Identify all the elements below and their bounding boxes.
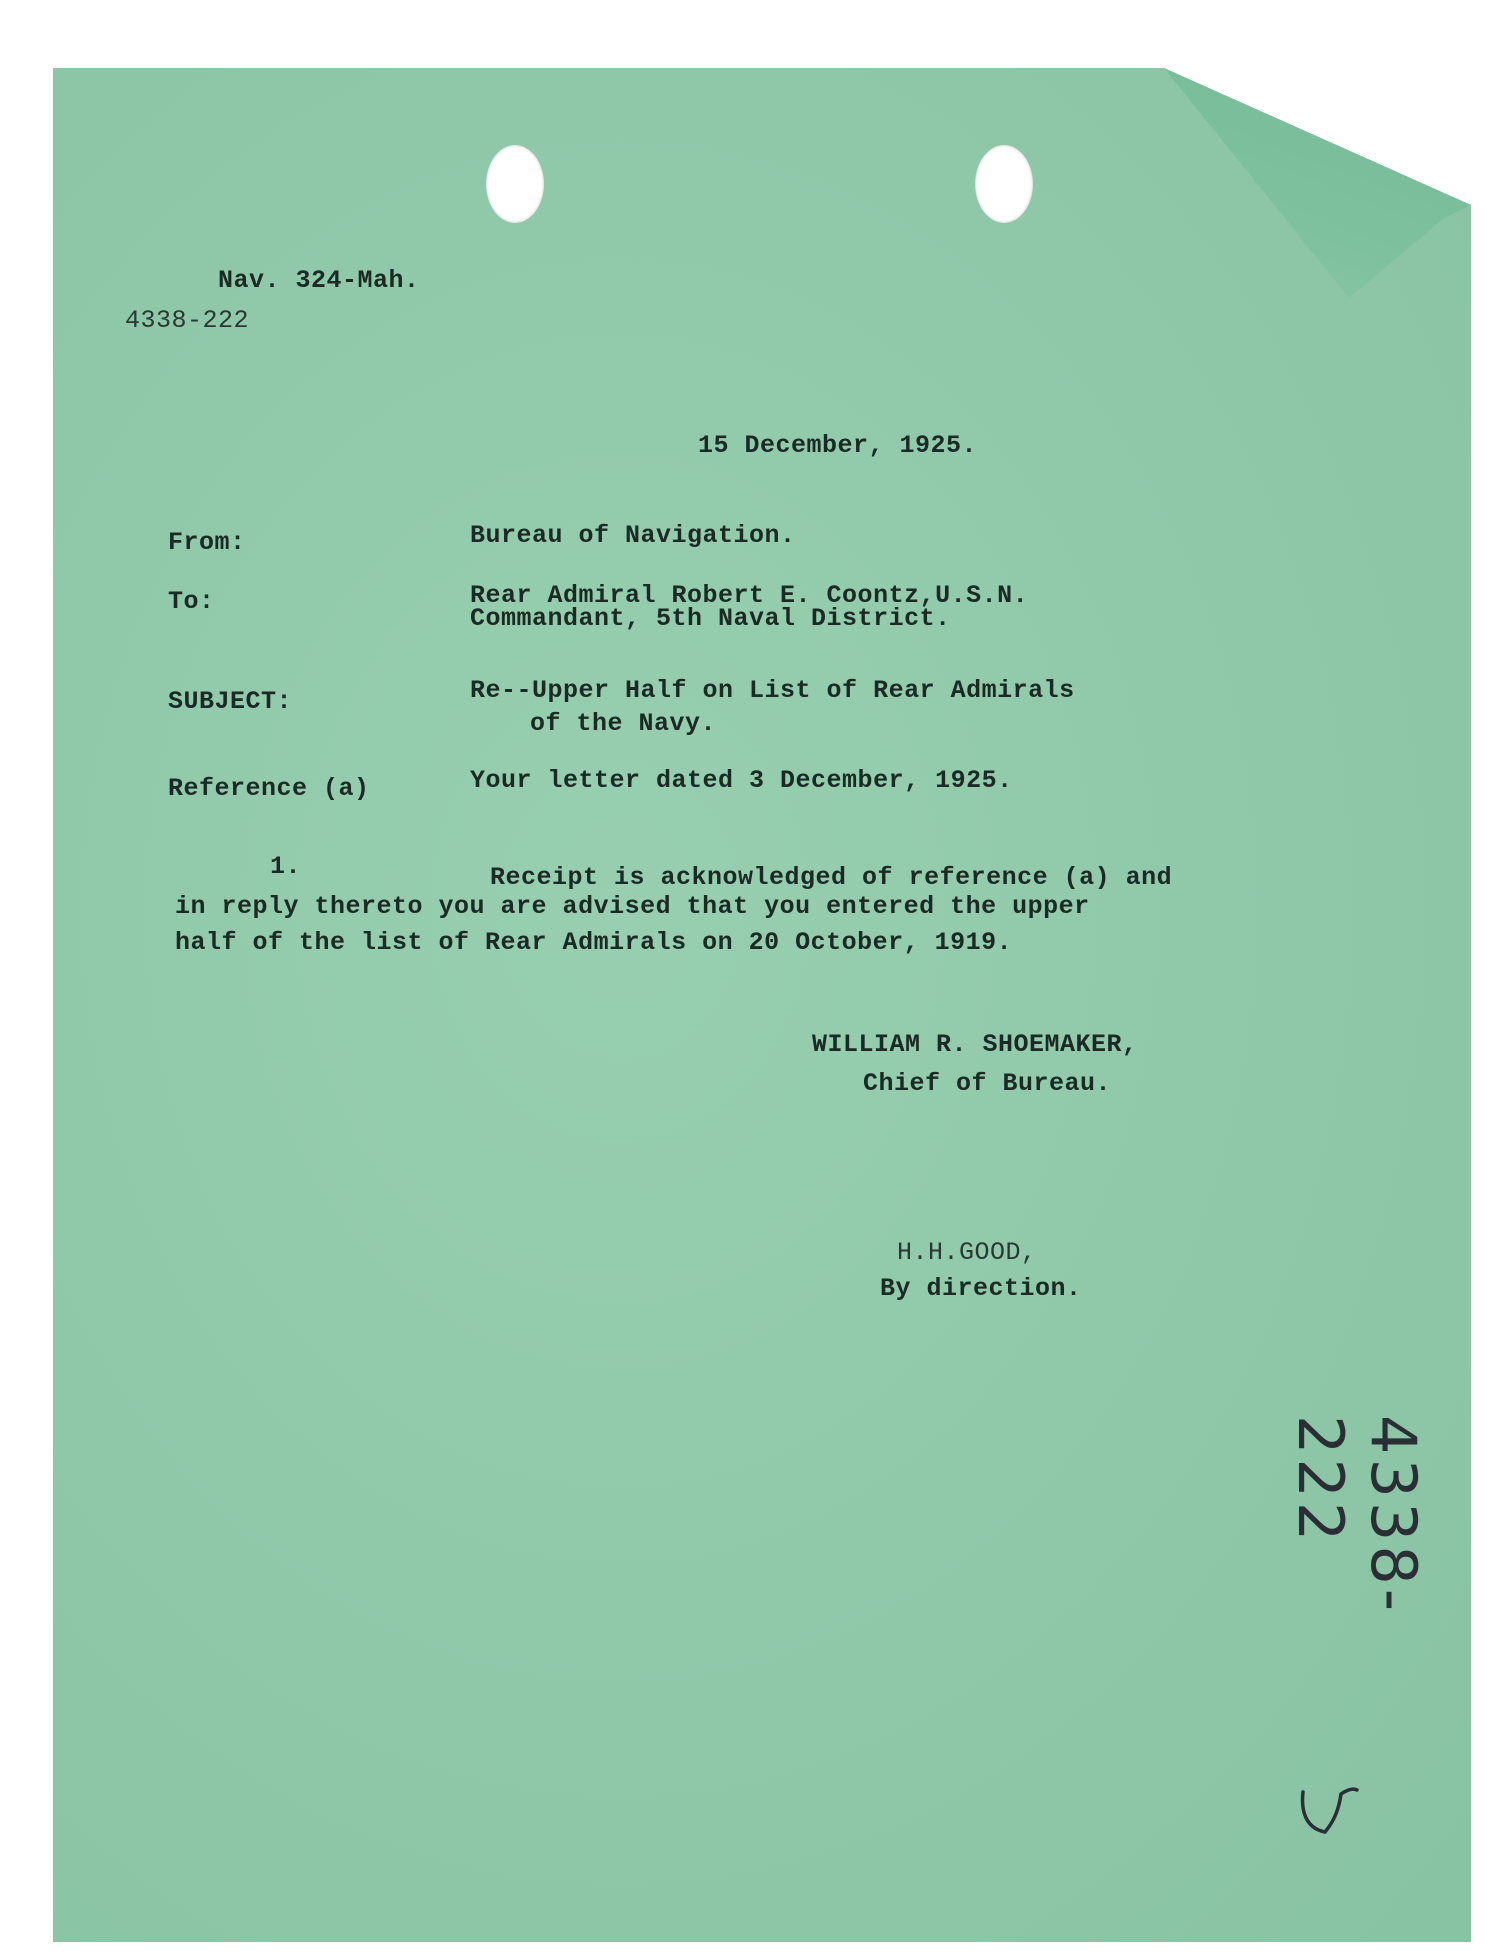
to-line-1: Rear Admiral Robert E. Coontz,U.S.N. [470,581,1029,610]
from-label: From: [168,528,246,557]
subject-line-2: of the Navy. [530,709,717,738]
nav-code: Nav. 324-Mah. [218,266,420,295]
handwritten-check-mark [1295,1780,1365,1840]
reference-label: Reference (a) [168,774,370,803]
handwritten-file-number: 4338-222 [1284,1415,1430,1616]
body-line-2: in reply thereto you are advised that you entered the upper [175,892,1090,921]
signatory-name: WILLIAM R. SHOEMAKER, [812,1030,1138,1059]
from-value: Bureau of Navigation. [470,521,796,550]
by-direction-name: H.H.GOOD, [897,1238,1037,1267]
to-label: To: [168,587,215,616]
punch-hole-right [975,145,1033,223]
subject-line-1: Re--Upper Half on List of Rear Admirals [470,676,1075,705]
letter-sheet [53,68,1471,1942]
body-line-3: half of the list of Rear Admirals on 20 October, 1919. [175,928,1013,957]
letter-date: 15 December, 1925. [698,431,978,460]
punch-hole-left [486,145,544,223]
reference-value: Your letter dated 3 December, 1925. [470,766,1013,795]
signatory-title: Chief of Bureau. [863,1069,1112,1098]
subject-label: SUBJECT: [168,687,293,716]
file-number: 4338-222 [125,306,250,335]
paragraph-number: 1. [270,852,302,881]
to-line-2: Commandant, 5th Naval District. [470,604,951,633]
body-line-1: Receipt is acknowledged of reference (a) and [490,863,1173,892]
by-direction-note: By direction. [880,1274,1082,1303]
